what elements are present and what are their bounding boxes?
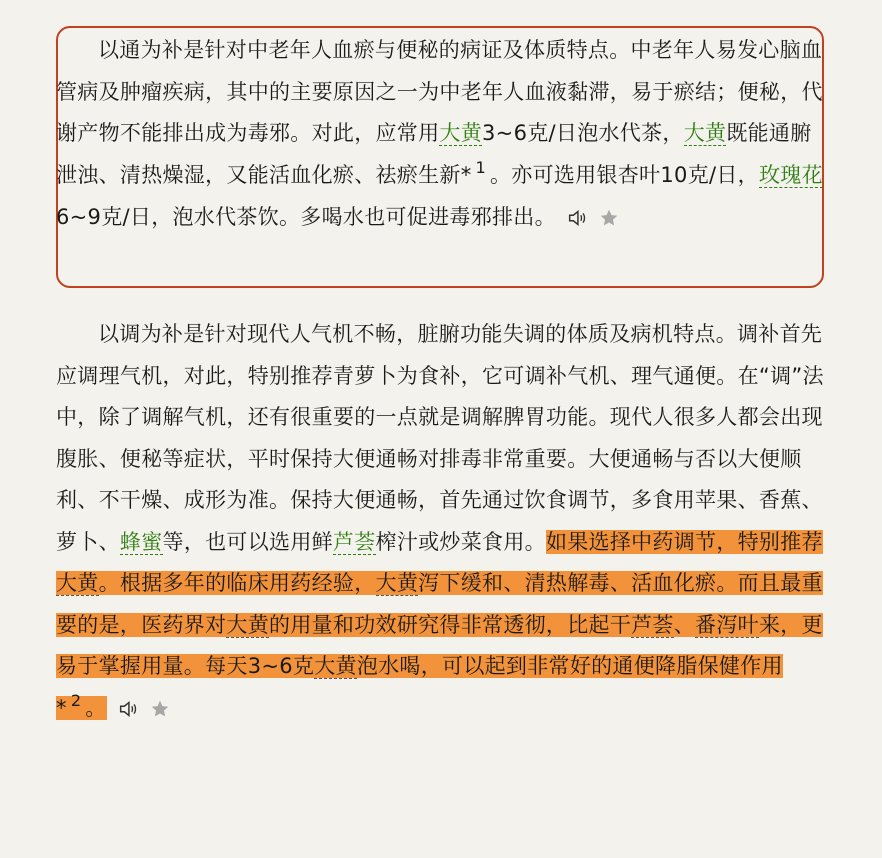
link-luhui[interactable]: 芦荟 bbox=[332, 529, 376, 554]
link-fengmi[interactable]: 蜂蜜 bbox=[119, 529, 163, 554]
term-luhui[interactable]: 芦荟 bbox=[631, 612, 674, 637]
paragraph-2: 以调为补是针对现代人气机不畅，脏腑功能失调的体质及病机特点。调补首先应调理气机，对此，特别推荐青萝卜为食补，它可调补气机、理气通便。在“调”法中，除了调解气机，还有很重要的一点就是调解脾胃功能。现代人很多人都会出现腹胀、便秘等症状，平时保持大便通畅对排毒非常重要。大便通畅与否以大便顺利、不干燥、成形为准。保持大便通畅，首先通过饮食调节，多食用苹果、香蕉、萝卜、蜂蜜等，也可以选用鲜芦荟榨汁或炒菜食用。如果选择中药调节，特别推荐大黄。根据多年的临床用药经验，大黄泻下缓和、清热解毒、活血化瘀。而且最重要的是，医药界对大黄的用量和功效研究得非常透彻，比起干芦荟、番泻叶来，更易于掌握用量。每天3~6克大黄泡水喝，可以起到非常好的通便降脂保健作用* $^2$ 。 bbox=[56, 322, 824, 720]
link-dahuang[interactable]: 大黄 bbox=[439, 121, 483, 145]
link-meiguihua[interactable]: 玫瑰花 bbox=[758, 162, 823, 187]
speaker-icon[interactable] bbox=[566, 207, 588, 229]
term-dahuang[interactable]: 大黄 bbox=[56, 571, 99, 595]
term-dahuang[interactable]: 大黄 bbox=[314, 654, 357, 678]
footnote-ref-1[interactable]: 1 bbox=[475, 157, 486, 177]
term-dahuang[interactable]: 大黄 bbox=[226, 612, 270, 637]
term-dahuang[interactable]: 大黄 bbox=[375, 571, 419, 595]
speaker-icon[interactable] bbox=[117, 698, 139, 720]
footnote-ref-2[interactable]: 2 bbox=[70, 690, 82, 710]
highlighted-text: 如果选择中药调节，特别推荐大黄。根据多年的临床用药经验，大黄泻下缓和、清热解毒、活血化瘀。而且最重要的是，医药界对大黄的用量和功效研究得非常透彻，比起干芦荟、番泻叶来，更易于掌握用量。每天3~6克大黄泡水喝，可以起到非常好的通便降脂保健作用* $^2$ 。 bbox=[56, 529, 823, 720]
paragraph-1: 以通为补是针对中老年人血瘀与便秘的病证及体质特点。中老年人易发心脑血管病及肿瘤疾病，其中的主要原因之一为中老年人血液黏滞，易于瘀结；便秘，代谢产物不能排出成为毒邪。对此，应常用大黄3~6克/日泡水代茶，大黄既能通腑泄浊、清热燥湿，又能活血化瘀、祛瘀生新* $^1$ 。亦可选用银杏叶10克/日，玫瑰花6~9克/日，泡水代茶饮。多喝水也可促进毒邪排出。 bbox=[56, 38, 823, 229]
star-icon[interactable] bbox=[149, 698, 171, 720]
link-dahuang[interactable]: 大黄 bbox=[683, 121, 727, 145]
term-fanxieye[interactable]: 番泻叶 bbox=[695, 612, 759, 637]
star-icon[interactable] bbox=[598, 207, 620, 229]
